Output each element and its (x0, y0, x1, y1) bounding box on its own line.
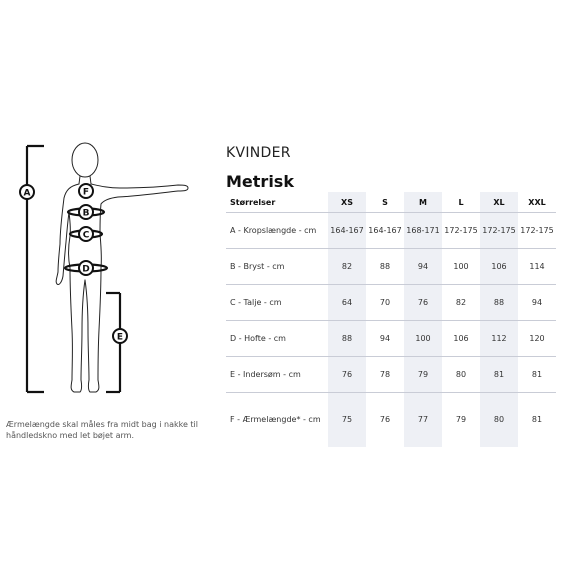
sleeve-length-note: Ærmelængde skal måles fra midt bag i nakke til håndledskno med let bøjet arm. (6, 420, 198, 440)
table-cell: 106 (480, 249, 518, 285)
marker-f (79, 184, 93, 198)
table-row (226, 393, 556, 447)
svg-text:A: A (23, 188, 31, 199)
table-cell: 94 (531, 298, 543, 307)
table-cell: 81 (480, 357, 518, 393)
row-label: F - Ærmelængde* - cm (230, 415, 321, 425)
table-row (226, 285, 556, 321)
marker-e (113, 329, 127, 343)
table-cell: 106 (453, 334, 469, 343)
table-cell: 81 (531, 370, 543, 379)
table-cell: 77 (404, 393, 442, 447)
table-cell: 120 (529, 334, 545, 343)
page-title: KVINDER (226, 145, 291, 161)
table-cell: 76 (404, 285, 442, 321)
header-label: Størrelser (230, 197, 276, 207)
table-cell: 80 (455, 370, 467, 379)
table-cell: 172-175 (520, 226, 554, 235)
body-measurement-illustration (0, 130, 240, 410)
row-label: A - Kropslængde - cm (230, 226, 317, 235)
table-row (226, 357, 556, 393)
woman-silhouette (56, 143, 188, 392)
size-chart-table (226, 192, 556, 447)
table-cell: 112 (480, 321, 518, 357)
table-cell: 94 (404, 249, 442, 285)
table-cell: 76 (379, 415, 391, 425)
table-cell: 76 (328, 357, 366, 393)
svg-text:C: C (82, 230, 90, 241)
row-label: D - Hofte - cm (230, 334, 286, 343)
svg-text:D: D (82, 264, 90, 275)
table-cell: 164-167 (368, 226, 402, 235)
marker-c (79, 227, 93, 241)
table-row (226, 213, 556, 249)
table-row (226, 321, 556, 357)
svg-text:B: B (82, 208, 90, 219)
svg-text:E: E (116, 332, 124, 343)
page-subtitle: Metrisk (226, 172, 294, 191)
table-cell: 172-175 (444, 226, 478, 235)
table-cell: 78 (379, 370, 391, 379)
row-label: B - Bryst - cm (230, 262, 285, 271)
marker-d (79, 261, 93, 275)
table-row (226, 249, 556, 285)
table-cell: 114 (529, 262, 545, 271)
table-cell: 94 (379, 334, 391, 343)
table-cell: 79 (455, 415, 467, 425)
size-header: M (404, 192, 442, 213)
marker-b (79, 205, 93, 219)
table-cell: 64 (328, 285, 366, 321)
table-cell: 88 (328, 321, 366, 357)
row-label: E - Indersøm - cm (230, 370, 301, 379)
table-cell: 80 (480, 393, 518, 447)
size-header: XXL (528, 197, 546, 207)
table-cell: 79 (404, 357, 442, 393)
table-cell: 100 (404, 321, 442, 357)
size-header: XL (480, 192, 518, 213)
table-header-row (226, 192, 556, 213)
table-cell: 88 (480, 285, 518, 321)
bracket-a (27, 146, 44, 392)
size-header: S (382, 197, 388, 207)
size-header: L (458, 197, 464, 207)
table-cell: 172-175 (480, 213, 518, 249)
size-header: XS (328, 192, 366, 213)
row-label: C - Talje - cm (230, 298, 282, 307)
table-cell: 75 (328, 393, 366, 447)
table-cell: 168-171 (404, 213, 442, 249)
table-cell: 81 (531, 415, 543, 425)
marker-a (20, 185, 34, 199)
table-cell: 82 (455, 298, 467, 307)
body-outline-svg (0, 130, 240, 410)
table-cell: 164-167 (328, 213, 366, 249)
svg-text:F: F (82, 187, 90, 198)
table-cell: 82 (328, 249, 366, 285)
table-cell: 70 (379, 298, 391, 307)
table-cell: 100 (453, 262, 469, 271)
table-cell: 88 (379, 262, 391, 271)
